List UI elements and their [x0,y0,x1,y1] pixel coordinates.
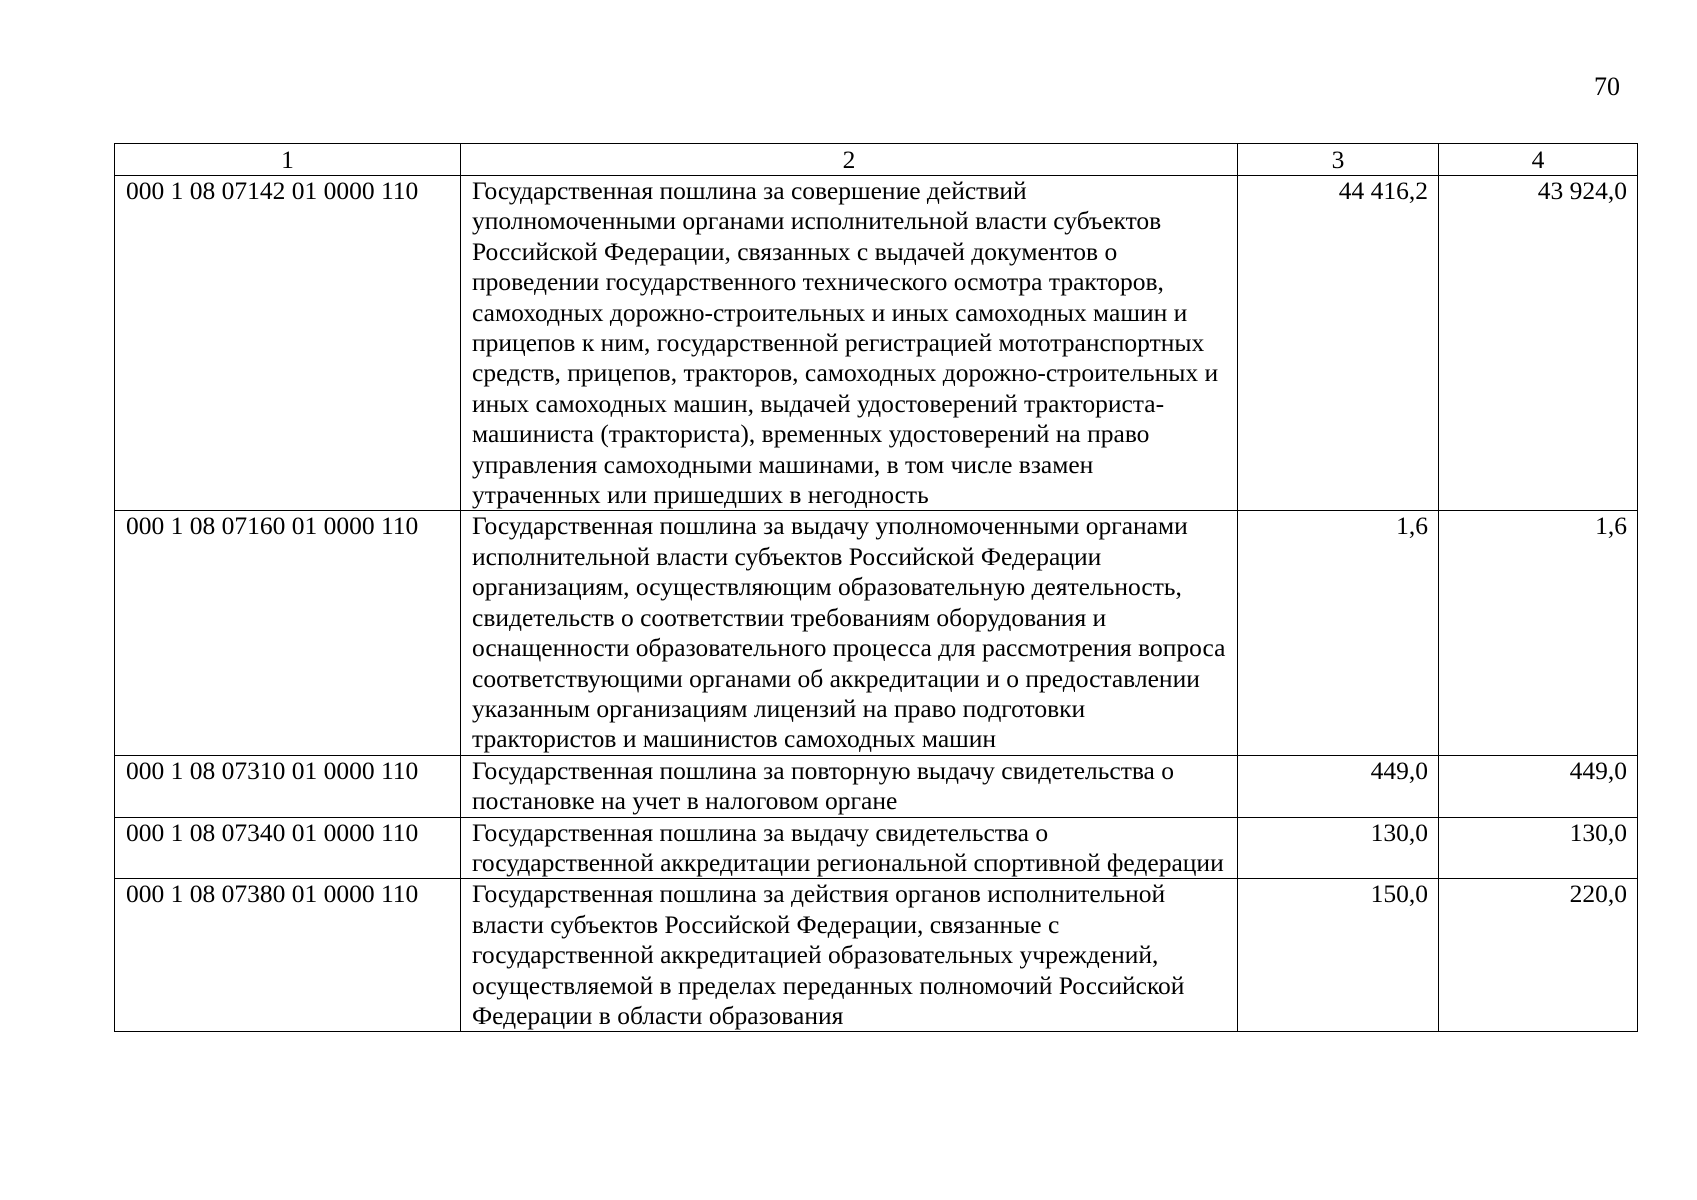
description-cell: Государственная пошлина за действия органов исполнительной власти субъектов Российской Федерации, связанные с государственной аккредитацией образовательных учреждений, осуществляемой в пределах переданных полномочий Российской Федерации в области образования [461,879,1238,1032]
page-number: 70 [1594,72,1620,101]
budget-code-cell: 000 1 08 07160 01 0000 110 [115,511,461,755]
description-cell: Государственная пошлина за выдачу уполномоченными органами исполнительной власти субъектов Российской Федерации организациям, осуществляющим образовательную деятельность, свидетельств о соответствии требованиям оборудования и оснащенности образовательного процесса для рассмотрения вопроса соответствующими органами об аккредитации и о предоставлении указанным организациям лицензий на право подготовки трактористов и машинистов самоходных машин [461,511,1238,755]
value-col3-cell: 449,0 [1238,755,1439,817]
description-cell: Государственная пошлина за совершение действий уполномоченными органами исполнительной власти субъектов Российской Федерации, связанных с выдачей документов о проведении государственного технического осмотра тракторов, самоходных дорожно-строительных и иных самоходных машин и прицепов к ним, государственной регистрацией мототранспортных средств, прицепов, тракторов, самоходных дорожно-строительных и иных самоходных машин, выдачей удостоверений тракториста-машиниста (тракториста), временных удостоверений на право управления самоходными машинами, в том числе взамен утраченных или пришедших в негодность [461,176,1238,511]
value-col3-cell: 150,0 [1238,879,1439,1032]
table-header [115,144,1638,176]
table-row [115,511,1638,755]
header-col-2: 2 [461,144,1238,176]
value-col3-cell: 1,6 [1238,511,1439,755]
value-col4-cell: 43 924,0 [1439,176,1638,511]
description-cell: Государственная пошлина за повторную выдачу свидетельства о постановке на учет в налоговом органе [461,755,1238,817]
budget-code-cell: 000 1 08 07340 01 0000 110 [115,817,461,879]
header-row [115,144,1638,176]
table-row [115,817,1638,879]
table-row [115,879,1638,1032]
value-col4-cell: 130,0 [1439,817,1638,879]
header-col-4: 4 [1439,144,1638,176]
table-row [115,755,1638,817]
table-row [115,176,1638,511]
value-col4-cell: 1,6 [1439,511,1638,755]
budget-code-cell: 000 1 08 07380 01 0000 110 [115,879,461,1032]
header-col-3: 3 [1238,144,1439,176]
description-cell: Государственная пошлина за выдачу свидетельства о государственной аккредитации региональной спортивной федерации [461,817,1238,879]
budget-code-cell: 000 1 08 07310 01 0000 110 [115,755,461,817]
value-col3-cell: 44 416,2 [1238,176,1439,511]
value-col4-cell: 220,0 [1439,879,1638,1032]
header-col-1: 1 [115,144,461,176]
value-col4-cell: 449,0 [1439,755,1638,817]
budget-code-cell: 000 1 08 07142 01 0000 110 [115,176,461,511]
table-body [115,176,1638,1032]
budget-table [114,143,1638,1032]
value-col3-cell: 130,0 [1238,817,1439,879]
